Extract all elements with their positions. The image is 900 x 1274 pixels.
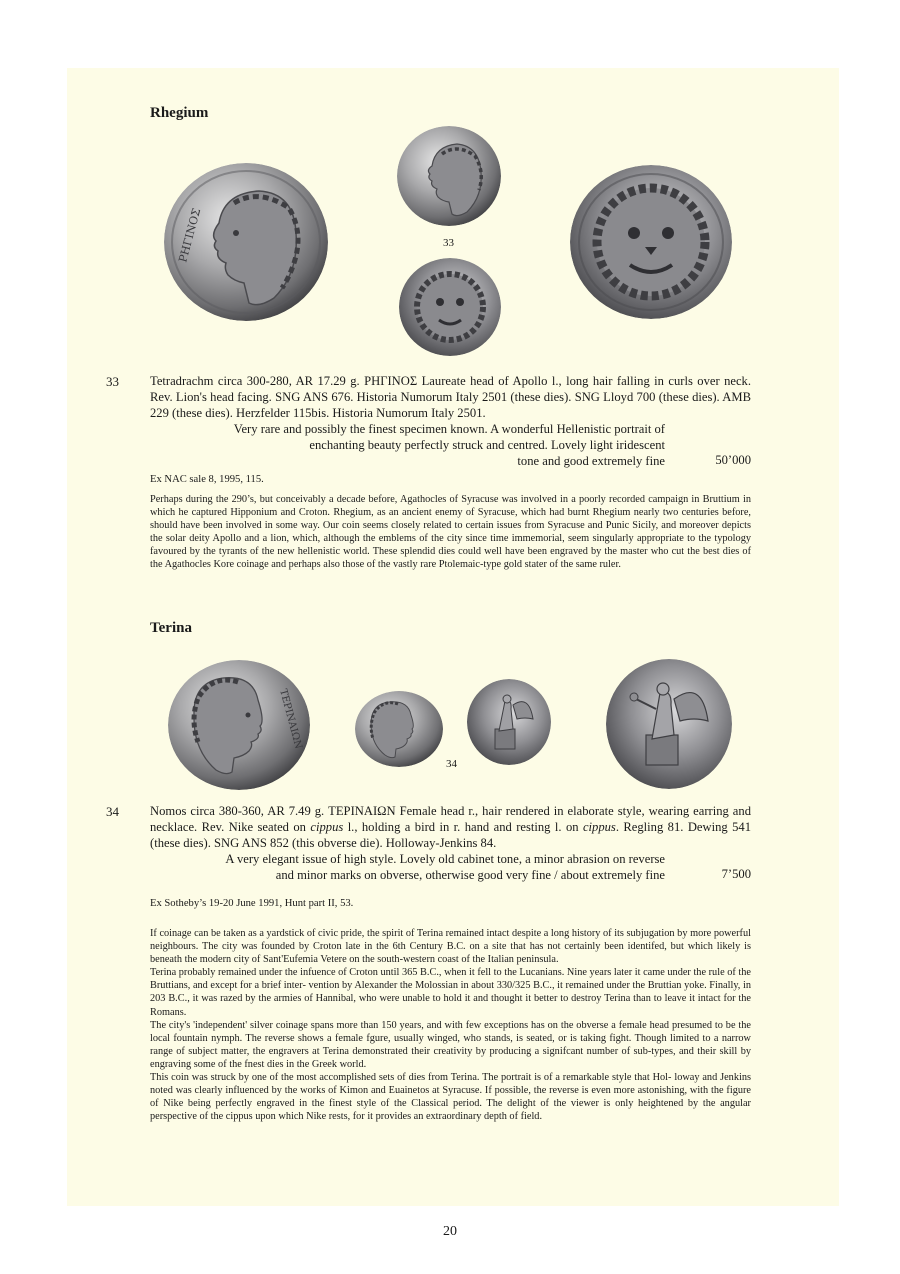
lot-estimate-33: 50’000 — [715, 453, 751, 467]
evaluation-line: Very rare and possibly the finest specimen known. A wonderful Hellenistic portrait of — [233, 422, 665, 436]
lot-essay-33 — [150, 493, 751, 572]
description-text: Nomos circa 380-360, AR 7.49 g. ΤΕΡΙΝΑΙΩΝ Female head r., hair rendered in elaborate style, wearing earring and necklace. Rev. Nike seated on — [150, 804, 751, 834]
svg-text:ΡΗΓΙΝΟΣ: ΡΗΓΙΝΟΣ — [176, 206, 204, 264]
coin-obverse-nymph-small — [355, 691, 443, 767]
lot-evaluation-34 — [150, 851, 665, 883]
image-caption-33: 33 — [443, 237, 454, 249]
evaluation-line: A very elegant issue of high style. Lovely old cabinet tone, a minor abrasion on reverse — [225, 852, 665, 866]
lot-description-34 — [150, 803, 751, 851]
coin-reverse-nike-large — [606, 659, 732, 789]
evaluation-line: enchanting beauty perfectly struck and centred. Lovely light iridescent — [309, 438, 665, 452]
essay-paragraph: Perhaps during the 290’s, but conceivably a decade before, Agathocles of Syracuse was involved in a poorly recorded campaign in Bruttium in which he captured Hipponium and Croton. Rhegium, as an ancient enemy of Syracuse, which had burnt Rhegium nearly two centuries before, should have been involved in some way. Our coin seems closely related to certain issues from Syracuse and Punic Sicily, and moreover depicts the solar deity Apollo and a lion, which, although the emblems of the city since time immemorial, seem singularly appropriate to the typology favoured by the tyrants of the new hellenistic world. These splendid dies could well have been engraved by the master who cut the best dies of the Agathocles Kore coinage and perhaps also those of the vastly rare Ptolemaic-type gold stater of the same ruler. — [150, 494, 751, 571]
description-text: l., holding a bird in r. hand and resting l. on — [343, 820, 583, 834]
coin-obverse-apollo-large — [164, 163, 328, 321]
coin-obverse-apollo-small — [397, 126, 501, 226]
section-heading-terina: Terina — [150, 620, 192, 636]
essay-paragraph: Terina probably remained under the infuence of Croton until 365 B.C., when it fell to the Lucanians. Nine years later it came under the rule of the Bruttians, and except for a brief inter- vention by Alexander the Molossian in about 330/325 B.C., it remained under the Bruttian yoke. Finally, in 203 B.C., it was razed by the armies of Hannibal, who were unable to hold it and thought it better to destroy Terina than to leave it intact for the Romans. — [150, 967, 751, 1018]
page-number: 20 — [443, 1224, 457, 1239]
coin-reverse-nike-small — [467, 679, 551, 765]
essay-paragraph: If coinage can be taken as a yardstick of civic pride, the spirit of Terina remained intact despite a long history of its subjugation by more powerful neighbours. The city was founded by Croton late in the 6th Century B.C. on a site that has not certainly been identifed, but which likely is beneath the modern city of Sant'Eufemia Vetere on the south-western coast of the Italian peninsula. — [150, 928, 751, 966]
coin-obverse-nymph-large — [168, 660, 310, 790]
lot-provenance-33: Ex NAC sale 8, 1995, 115. — [150, 474, 264, 485]
description-italic: cippus — [582, 820, 616, 834]
svg-text:ΤΕΡΙΝΑΙΩΝ: ΤΕΡΙΝΑΙΩΝ — [277, 687, 304, 751]
coin-reverse-lion-large — [570, 165, 732, 319]
lot-number-34: 34 — [106, 804, 119, 819]
lot-description-33: Tetradrachm circa 300-280, AR 17.29 g. ΡΗΓΙΝΟΣ Laureate head of Apollo l., long hair falling in curls over neck. Rev. Lion's head facing. SNG ANS 676. Historia Numorum Italy 2501 (these dies). SNG Lloyd 700 (these dies). AMB 229 (these dies). Herzfelder 115bis. Historia Numorum Italy 2501. — [150, 374, 751, 420]
evaluation-line: and minor marks on obverse, otherwise good very fine / about extremely fine — [275, 868, 665, 882]
essay-paragraph: This coin was struck by one of the most accomplished sets of dies from Terina. The portrait is of a remarkable style that Hol- loway and Jenkins noted was clearly influenced by the works of Kimon and Euainetos at Syracuse. If possible, the reverse is even more astonishing, with the figure of Nike being perfectly engraved in the finest style of the Classical period. The delight of the viewer is only heightened by the angular perspective of the cippus upon which Nike rests, for it provides an extraordinary depth of field. — [150, 1072, 751, 1123]
lot-evaluation-33 — [150, 421, 665, 469]
lot-number-33: 33 — [106, 374, 119, 389]
section-heading-rhegium: Rhegium — [150, 105, 209, 121]
evaluation-line: tone and good extremely fine — [517, 454, 665, 468]
coin-reverse-lion-small — [399, 258, 501, 356]
lot-provenance-34: Ex Sotheby’s 19-20 June 1991, Hunt part II, 53. — [150, 898, 354, 909]
essay-paragraph: The city's 'independent' silver coinage spans more than 150 years, and with few exceptions has on the obverse a female head presumed to be the local fountain nymph. The reverse shows a female fgure, usually winged, who stands, is seated, or is taking fight. Though limited to a narrow range of subject matter, the engravers at Terina demonstrated their creativity by producing a signifcant number of sub-types, and their skill by engraving some of the fnest dies in the Greek world. — [150, 1019, 751, 1070]
lot-estimate-34: 7’500 — [721, 867, 751, 881]
lot-essay-34 — [150, 927, 751, 1123]
image-caption-34: 34 — [446, 758, 457, 770]
description-text: . Regling 81. Dewing 541 (these dies). SNG ANS 852 (this obverse die). Holloway-Jenkins 84. — [150, 820, 752, 850]
description-italic: cippus — [310, 820, 344, 834]
